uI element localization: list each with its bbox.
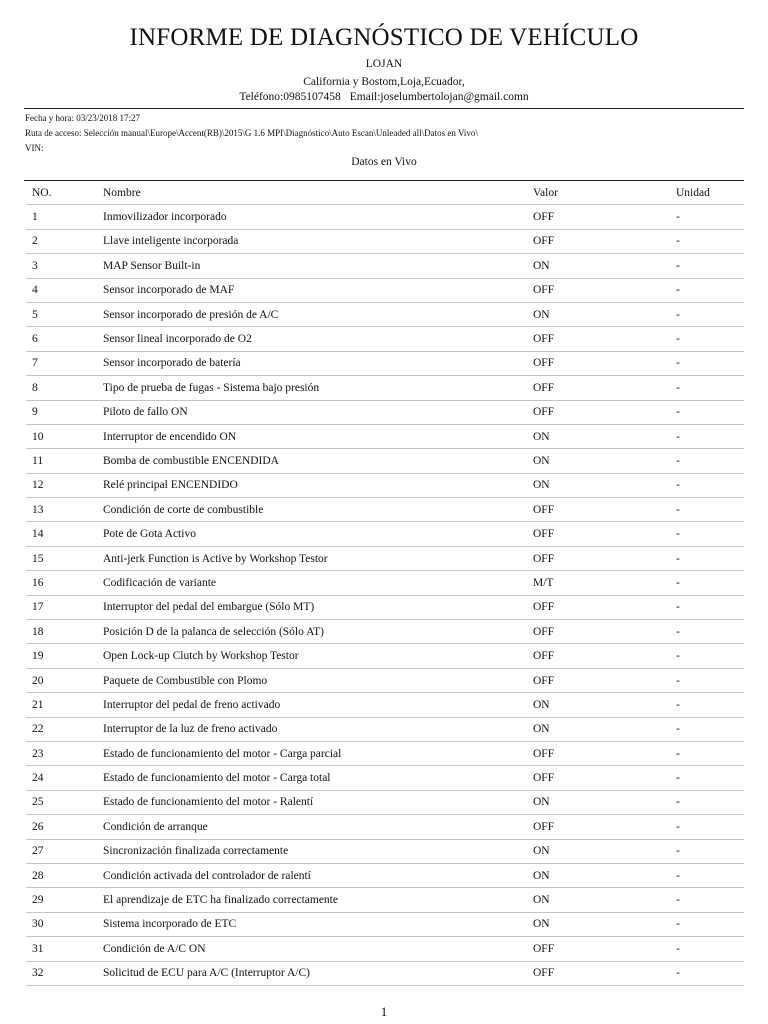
parameter-name: Pote de Gota Activo (97, 522, 527, 546)
row-number: 11 (26, 449, 97, 473)
row-number: 28 (26, 863, 97, 887)
table-row (26, 668, 744, 692)
parameter-unit: - (670, 449, 744, 473)
parameter-unit: - (670, 498, 744, 522)
row-number: 9 (26, 400, 97, 424)
row-number: 4 (26, 278, 97, 302)
parameter-unit: - (670, 229, 744, 253)
table-row (26, 522, 744, 546)
column-header-unit: Unidad (670, 181, 744, 205)
parameter-value: OFF (527, 229, 670, 253)
workshop-address: California y Bostom,Loja,Ecuador, (303, 76, 465, 88)
table-row (26, 473, 744, 497)
workshop-name: LOJAN (365, 58, 403, 70)
parameter-unit: - (670, 327, 744, 351)
parameter-value: ON (527, 912, 670, 936)
parameter-value: ON (527, 302, 670, 326)
parameter-unit: - (670, 473, 744, 497)
report-datetime: Fecha y hora: 03/23/2018 17:27 (25, 113, 140, 123)
parameter-value: OFF (527, 351, 670, 375)
parameter-unit: - (670, 571, 744, 595)
parameter-value: ON (527, 863, 670, 887)
parameter-name: Bomba de combustible ENCENDIDA (97, 449, 527, 473)
parameter-value: ON (527, 449, 670, 473)
table-row (26, 400, 744, 424)
parameter-name: Condición activada del controlador de ralentí (97, 863, 527, 887)
parameter-name: Piloto de fallo ON (97, 400, 527, 424)
parameter-unit: - (670, 620, 744, 644)
parameter-value: OFF (527, 278, 670, 302)
report-title: INFORME DE DIAGNÓSTICO DE VEHÍCULO (129, 24, 639, 51)
table-row (26, 620, 744, 644)
table-row (26, 327, 744, 351)
parameter-unit: - (670, 278, 744, 302)
row-number: 30 (26, 912, 97, 936)
row-number: 5 (26, 302, 97, 326)
parameter-unit: - (670, 595, 744, 619)
parameter-name: Condición de A/C ON (97, 937, 527, 961)
parameter-name: Sensor incorporado de batería (97, 351, 527, 375)
column-header-number: NO. (26, 181, 97, 205)
parameter-name: Interruptor del pedal de freno activado (97, 693, 527, 717)
parameter-unit: - (670, 302, 744, 326)
parameter-unit: - (670, 912, 744, 936)
parameter-name: Open Lock-up Clutch by Workshop Testor (97, 644, 527, 668)
parameter-name: Sincronización finalizada correctamente (97, 839, 527, 863)
row-number: 10 (26, 424, 97, 448)
parameter-unit: - (670, 815, 744, 839)
parameter-value: ON (527, 254, 670, 278)
row-number: 31 (26, 937, 97, 961)
parameter-name: Anti-jerk Function is Active by Workshop Testor (97, 546, 527, 570)
parameter-name: Solicitud de ECU para A/C (Interruptor A/C) (97, 961, 527, 985)
row-number: 27 (26, 839, 97, 863)
parameter-value: OFF (527, 498, 670, 522)
page-number: 1 (380, 1004, 388, 1019)
parameter-name: Llave inteligente incorporada (97, 229, 527, 253)
row-number: 15 (26, 546, 97, 570)
parameter-value: ON (527, 424, 670, 448)
parameter-unit: - (670, 400, 744, 424)
row-number: 3 (26, 254, 97, 278)
parameter-name: Posición D de la palanca de selección (Sólo AT) (97, 620, 527, 644)
row-number: 25 (26, 790, 97, 814)
parameter-name: Condición de corte de combustible (97, 498, 527, 522)
row-number: 12 (26, 473, 97, 497)
parameter-name: Interruptor de la luz de freno activado (97, 717, 527, 741)
row-number: 6 (26, 327, 97, 351)
parameter-value: ON (527, 839, 670, 863)
table-row (26, 644, 744, 668)
table-row (26, 961, 744, 985)
parameter-value: OFF (527, 546, 670, 570)
table-row (26, 815, 744, 839)
parameter-unit: - (670, 205, 744, 229)
table-row (26, 546, 744, 570)
column-header-value: Valor (527, 181, 670, 205)
workshop-email: Email:joselumbertolojan@gmail.comn (349, 91, 529, 103)
row-number: 26 (26, 815, 97, 839)
parameter-value: OFF (527, 668, 670, 692)
parameter-name: Codificación de variante (97, 571, 527, 595)
row-number: 13 (26, 498, 97, 522)
parameter-name: MAP Sensor Built-in (97, 254, 527, 278)
table-row (26, 766, 744, 790)
parameter-unit: - (670, 376, 744, 400)
row-number: 22 (26, 717, 97, 741)
row-number: 24 (26, 766, 97, 790)
parameter-value: OFF (527, 327, 670, 351)
parameter-value: OFF (527, 937, 670, 961)
table-row (26, 741, 744, 765)
row-number: 14 (26, 522, 97, 546)
parameter-value: OFF (527, 815, 670, 839)
workshop-phone: Teléfono:0985107458 (239, 91, 341, 103)
section-title: Datos en Vivo (351, 156, 417, 168)
row-number: 1 (26, 205, 97, 229)
parameter-unit: - (670, 522, 744, 546)
row-number: 23 (26, 741, 97, 765)
parameter-unit: - (670, 961, 744, 985)
parameter-name: Interruptor del pedal del embargue (Sólo MT) (97, 595, 527, 619)
parameter-name: Relé principal ENCENDIDO (97, 473, 527, 497)
parameter-value: OFF (527, 620, 670, 644)
table-row (26, 937, 744, 961)
table-row (26, 205, 744, 229)
table-row (26, 912, 744, 936)
table-row (26, 595, 744, 619)
parameter-value: OFF (527, 595, 670, 619)
row-number: 32 (26, 961, 97, 985)
parameter-value: OFF (527, 205, 670, 229)
parameter-name: Estado de funcionamiento del motor - Carga total (97, 766, 527, 790)
workshop-contact (0, 90, 768, 104)
parameter-value: OFF (527, 522, 670, 546)
parameter-value: OFF (527, 961, 670, 985)
parameter-value: ON (527, 473, 670, 497)
parameter-unit: - (670, 424, 744, 448)
table-row (26, 229, 744, 253)
parameter-value: ON (527, 888, 670, 912)
row-number: 7 (26, 351, 97, 375)
row-number: 16 (26, 571, 97, 595)
parameter-name: Condición de arranque (97, 815, 527, 839)
parameter-value: OFF (527, 766, 670, 790)
parameter-value: OFF (527, 400, 670, 424)
parameter-name: Paquete de Combustible con Plomo (97, 668, 527, 692)
table-row (26, 863, 744, 887)
parameter-name: Sensor incorporado de MAF (97, 278, 527, 302)
parameter-unit: - (670, 668, 744, 692)
parameter-unit: - (670, 888, 744, 912)
parameter-unit: - (670, 839, 744, 863)
header-divider (24, 108, 744, 109)
report-vin: VIN: (25, 143, 44, 153)
parameter-name: Sistema incorporado de ETC (97, 912, 527, 936)
parameter-unit: - (670, 546, 744, 570)
report-access-path: Ruta de acceso: Selección manual\Europe\Accent(RB)\2015\G 1.6 MPI\Diagnóstico\Auto Escan\Unleaded all\Datos en Vivo\ (25, 128, 478, 138)
live-data-table (26, 181, 744, 986)
table-row (26, 351, 744, 375)
table-header-row (26, 181, 744, 205)
table-row (26, 888, 744, 912)
table-row (26, 790, 744, 814)
parameter-unit: - (670, 766, 744, 790)
parameter-value: OFF (527, 644, 670, 668)
row-number: 20 (26, 668, 97, 692)
parameter-value: ON (527, 717, 670, 741)
parameter-unit: - (670, 254, 744, 278)
table-row (26, 302, 744, 326)
row-number: 21 (26, 693, 97, 717)
table-row (26, 449, 744, 473)
row-number: 2 (26, 229, 97, 253)
row-number: 19 (26, 644, 97, 668)
row-number: 29 (26, 888, 97, 912)
table-row (26, 376, 744, 400)
parameter-value: M/T (527, 571, 670, 595)
parameter-name: El aprendizaje de ETC ha finalizado correctamente (97, 888, 527, 912)
table-row (26, 254, 744, 278)
parameter-unit: - (670, 644, 744, 668)
parameter-value: OFF (527, 376, 670, 400)
table-body (26, 205, 744, 986)
row-number: 18 (26, 620, 97, 644)
parameter-name: Inmovilizador incorporado (97, 205, 527, 229)
parameter-name: Sensor lineal incorporado de O2 (97, 327, 527, 351)
parameter-name: Estado de funcionamiento del motor - Carga parcial (97, 741, 527, 765)
table-row (26, 278, 744, 302)
table-row (26, 839, 744, 863)
parameter-unit: - (670, 790, 744, 814)
table-row (26, 424, 744, 448)
table-row (26, 571, 744, 595)
table-row (26, 498, 744, 522)
parameter-name: Sensor incorporado de presión de A/C (97, 302, 527, 326)
parameter-unit: - (670, 717, 744, 741)
column-header-name: Nombre (97, 181, 527, 205)
row-number: 8 (26, 376, 97, 400)
parameter-name: Tipo de prueba de fugas - Sistema bajo presión (97, 376, 527, 400)
parameter-unit: - (670, 937, 744, 961)
parameter-unit: - (670, 693, 744, 717)
table-row (26, 717, 744, 741)
row-number: 17 (26, 595, 97, 619)
parameter-unit: - (670, 863, 744, 887)
parameter-name: Estado de funcionamiento del motor - Ralentí (97, 790, 527, 814)
parameter-value: OFF (527, 741, 670, 765)
parameter-name: Interruptor de encendido ON (97, 424, 527, 448)
parameter-unit: - (670, 351, 744, 375)
parameter-unit: - (670, 741, 744, 765)
parameter-value: ON (527, 790, 670, 814)
table-row (26, 693, 744, 717)
parameter-value: ON (527, 693, 670, 717)
